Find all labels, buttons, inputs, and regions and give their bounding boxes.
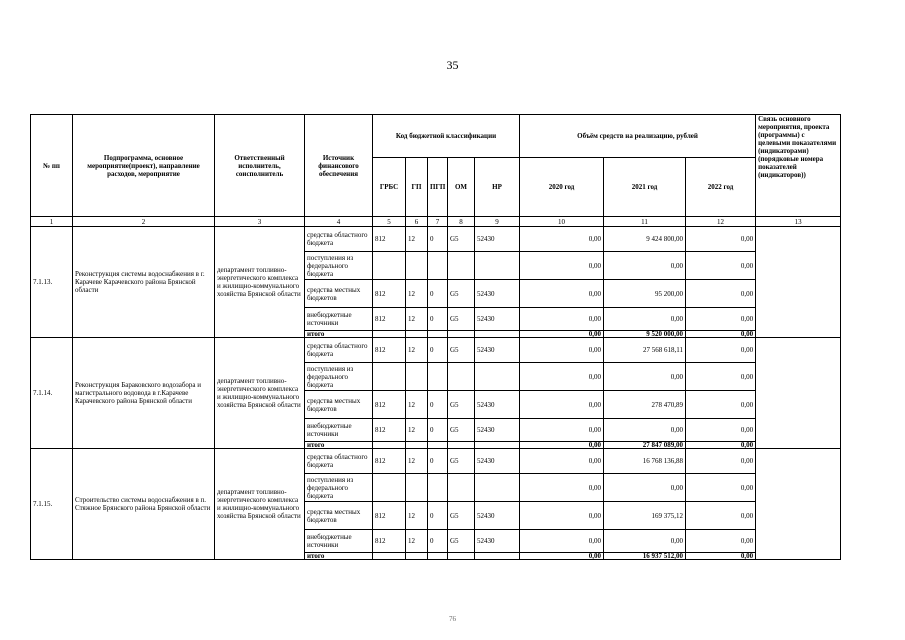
grbs-cell — [373, 331, 406, 338]
pgp-cell — [428, 331, 448, 338]
source-cell: внебюджетные источники — [305, 530, 373, 553]
pgp-cell: 0 — [428, 530, 448, 553]
gp-cell: 12 — [406, 308, 428, 331]
header-2020: 2020 год — [520, 158, 604, 217]
amount-2022-cell: 0,00 — [686, 449, 756, 474]
amount-2021-cell: 9 424 800,00 — [604, 227, 686, 252]
om-cell: G5 — [448, 227, 475, 252]
amount-2020-cell: 0,00 — [520, 449, 604, 474]
gp-cell — [406, 363, 428, 391]
amount-2020-cell: 0,00 — [520, 363, 604, 391]
source-cell: внебюджетные источники — [305, 419, 373, 442]
amount-2020-cell: 0,00 — [520, 308, 604, 331]
grbs-cell: 812 — [373, 280, 406, 308]
column-number: 2 — [73, 217, 215, 227]
link-cell — [756, 338, 841, 449]
gp-cell — [406, 331, 428, 338]
nr-cell: 52430 — [475, 308, 520, 331]
gp-cell: 12 — [406, 280, 428, 308]
grbs-cell: 812 — [373, 502, 406, 530]
footer-mark: 76 — [449, 615, 456, 623]
amount-2021-cell: 0,00 — [604, 419, 686, 442]
source-cell: итого — [305, 553, 373, 560]
pgp-cell: 0 — [428, 419, 448, 442]
gp-cell — [406, 442, 428, 449]
grbs-cell — [373, 442, 406, 449]
pgp-cell: 0 — [428, 308, 448, 331]
column-number: 6 — [406, 217, 428, 227]
source-cell: средства областного бюджета — [305, 227, 373, 252]
page-number: 35 — [446, 58, 459, 72]
grbs-cell: 812 — [373, 227, 406, 252]
pgp-cell — [428, 252, 448, 280]
nr-cell — [475, 442, 520, 449]
column-number: 5 — [373, 217, 406, 227]
header-nr: НР — [475, 158, 520, 217]
om-cell — [448, 442, 475, 449]
source-cell: средства местных бюджетов — [305, 502, 373, 530]
amount-2021-cell: 0,00 — [604, 474, 686, 502]
subprogram-name-cell: Строительство системы водоснабжения в п. Стяжное Брянского района Брянской области — [73, 449, 215, 560]
pgp-cell: 0 — [428, 502, 448, 530]
amount-2020-cell: 0,00 — [520, 338, 604, 363]
source-cell: поступления из федерального бюджета — [305, 363, 373, 391]
column-number: 7 — [428, 217, 448, 227]
header-grbs: ГРБС — [373, 158, 406, 217]
om-cell: G5 — [448, 308, 475, 331]
amount-2021-cell: 27 847 089,00 — [604, 442, 686, 449]
pgp-cell: 0 — [428, 391, 448, 419]
column-number: 3 — [215, 217, 305, 227]
grbs-cell: 812 — [373, 449, 406, 474]
header-2021: 2021 год — [604, 158, 686, 217]
grbs-cell: 812 — [373, 419, 406, 442]
om-cell — [448, 252, 475, 280]
om-cell: G5 — [448, 280, 475, 308]
pgp-cell: 0 — [428, 449, 448, 474]
row-number-cell: 7.1.15. — [31, 449, 73, 560]
nr-cell — [475, 553, 520, 560]
amount-2022-cell: 0,00 — [686, 442, 756, 449]
amount-2021-cell: 95 200,00 — [604, 280, 686, 308]
amount-2021-cell: 0,00 — [604, 308, 686, 331]
nr-cell: 52430 — [475, 338, 520, 363]
header-om: ОМ — [448, 158, 475, 217]
grbs-cell: 812 — [373, 308, 406, 331]
grbs-cell — [373, 474, 406, 502]
row-number-cell: 7.1.13. — [31, 227, 73, 338]
amount-2020-cell: 0,00 — [520, 252, 604, 280]
amount-2022-cell: 0,00 — [686, 252, 756, 280]
gp-cell: 12 — [406, 391, 428, 419]
amount-2022-cell: 0,00 — [686, 553, 756, 560]
amount-2021-cell: 16 937 512,00 — [604, 553, 686, 560]
executor-cell: департамент топливно-энергетического комплекса и жилищно-коммунального хозяйства Брянской области — [215, 227, 305, 338]
table-row — [31, 338, 841, 363]
om-cell — [448, 474, 475, 502]
om-cell: G5 — [448, 419, 475, 442]
gp-cell: 12 — [406, 338, 428, 363]
om-cell: G5 — [448, 449, 475, 474]
row-number-cell: 7.1.14. — [31, 338, 73, 449]
om-cell — [448, 331, 475, 338]
header-subprogram: Подпрограмма, основное мероприятие(проект), направление расходов, мероприятие — [73, 115, 215, 217]
amount-2021-cell: 0,00 — [604, 530, 686, 553]
amount-2022-cell: 0,00 — [686, 530, 756, 553]
column-number: 1 — [31, 217, 73, 227]
amount-2021-cell: 278 470,89 — [604, 391, 686, 419]
amount-2020-cell: 0,00 — [520, 530, 604, 553]
amount-2020-cell: 0,00 — [520, 553, 604, 560]
column-number: 10 — [520, 217, 604, 227]
pgp-cell: 0 — [428, 227, 448, 252]
amount-2022-cell: 0,00 — [686, 227, 756, 252]
nr-cell: 52430 — [475, 227, 520, 252]
nr-cell — [475, 474, 520, 502]
amount-2022-cell: 0,00 — [686, 338, 756, 363]
amount-2021-cell: 0,00 — [604, 252, 686, 280]
grbs-cell — [373, 363, 406, 391]
om-cell — [448, 553, 475, 560]
source-cell: поступления из федерального бюджета — [305, 474, 373, 502]
gp-cell: 12 — [406, 530, 428, 553]
amount-2020-cell: 0,00 — [520, 474, 604, 502]
gp-cell: 12 — [406, 502, 428, 530]
grbs-cell — [373, 252, 406, 280]
nr-cell: 52430 — [475, 530, 520, 553]
grbs-cell: 812 — [373, 391, 406, 419]
source-cell: поступления из федерального бюджета — [305, 252, 373, 280]
nr-cell: 52430 — [475, 391, 520, 419]
nr-cell: 52430 — [475, 449, 520, 474]
amount-2020-cell: 0,00 — [520, 391, 604, 419]
column-number: 4 — [305, 217, 373, 227]
header-row-1 — [31, 115, 841, 158]
amount-2022-cell: 0,00 — [686, 363, 756, 391]
amount-2020-cell: 0,00 — [520, 331, 604, 338]
table-row — [31, 449, 841, 474]
nr-cell — [475, 363, 520, 391]
pgp-cell — [428, 363, 448, 391]
header-volume: Объём средств на реализацию, рублей — [520, 115, 756, 158]
amount-2022-cell: 0,00 — [686, 331, 756, 338]
grbs-cell: 812 — [373, 530, 406, 553]
header-pgp: ПГП — [428, 158, 448, 217]
column-number-row — [31, 217, 841, 227]
source-cell: средства областного бюджета — [305, 449, 373, 474]
amount-2022-cell: 0,00 — [686, 308, 756, 331]
executor-cell: департамент топливно-энергетического комплекса и жилищно-коммунального хозяйства Брянской области — [215, 338, 305, 449]
gp-cell — [406, 252, 428, 280]
subprogram-name-cell: Реконструкция Бараковского водозабора и магистрального водовода в г.Карачеве Карачевского района Брянской области — [73, 338, 215, 449]
subprogram-name-cell: Реконструкция системы водоснабжения в г. Карачеве Карачевского района Брянской области — [73, 227, 215, 338]
om-cell: G5 — [448, 338, 475, 363]
nr-cell — [475, 252, 520, 280]
amount-2022-cell: 0,00 — [686, 419, 756, 442]
source-cell: средства областного бюджета — [305, 338, 373, 363]
gp-cell: 12 — [406, 449, 428, 474]
om-cell: G5 — [448, 530, 475, 553]
source-cell: итого — [305, 442, 373, 449]
amount-2020-cell: 0,00 — [520, 502, 604, 530]
om-cell — [448, 363, 475, 391]
amount-2021-cell: 0,00 — [604, 363, 686, 391]
header-num: № пп — [31, 115, 73, 217]
header-budget-code: Код бюджетной классификации — [373, 115, 520, 158]
om-cell: G5 — [448, 391, 475, 419]
table-row — [31, 227, 841, 252]
column-number: 13 — [756, 217, 841, 227]
source-cell: средства местных бюджетов — [305, 391, 373, 419]
amount-2021-cell: 16 768 136,88 — [604, 449, 686, 474]
header-link: Связь основного мероприятия, проекта (программы) с целевыми показателями (индикаторами) (порядковые номера показателей (индикаторов)) — [756, 115, 841, 217]
pgp-cell: 0 — [428, 280, 448, 308]
column-number: 8 — [448, 217, 475, 227]
nr-cell: 52430 — [475, 502, 520, 530]
amount-2020-cell: 0,00 — [520, 227, 604, 252]
nr-cell: 52430 — [475, 419, 520, 442]
grbs-cell: 812 — [373, 338, 406, 363]
amount-2022-cell: 0,00 — [686, 474, 756, 502]
gp-cell — [406, 474, 428, 502]
gp-cell — [406, 553, 428, 560]
amount-2022-cell: 0,00 — [686, 502, 756, 530]
amount-2022-cell: 0,00 — [686, 280, 756, 308]
budget-table — [30, 114, 841, 560]
source-cell: итого — [305, 331, 373, 338]
om-cell: G5 — [448, 502, 475, 530]
pgp-cell — [428, 553, 448, 560]
amount-2022-cell: 0,00 — [686, 391, 756, 419]
amount-2021-cell: 27 568 618,11 — [604, 338, 686, 363]
header-executor: Ответственный исполнитель, соисполнитель — [215, 115, 305, 217]
column-number: 11 — [604, 217, 686, 227]
gp-cell: 12 — [406, 419, 428, 442]
amount-2021-cell: 9 520 000,00 — [604, 331, 686, 338]
nr-cell — [475, 331, 520, 338]
header-source: Источник финансового обеспечения — [305, 115, 373, 217]
gp-cell: 12 — [406, 227, 428, 252]
table-body — [31, 217, 841, 560]
link-cell — [756, 227, 841, 338]
column-number: 9 — [475, 217, 520, 227]
amount-2020-cell: 0,00 — [520, 280, 604, 308]
amount-2021-cell: 169 375,12 — [604, 502, 686, 530]
grbs-cell — [373, 553, 406, 560]
source-cell: внебюджетные источники — [305, 308, 373, 331]
executor-cell: департамент топливно-энергетического комплекса и жилищно-коммунального хозяйства Брянской области — [215, 449, 305, 560]
amount-2020-cell: 0,00 — [520, 442, 604, 449]
pgp-cell — [428, 474, 448, 502]
header-gp: ГП — [406, 158, 428, 217]
column-number: 12 — [686, 217, 756, 227]
link-cell — [756, 449, 841, 560]
source-cell: средства местных бюджетов — [305, 280, 373, 308]
pgp-cell: 0 — [428, 338, 448, 363]
amount-2020-cell: 0,00 — [520, 419, 604, 442]
nr-cell: 52430 — [475, 280, 520, 308]
pgp-cell — [428, 442, 448, 449]
header-2022: 2022 год — [686, 158, 756, 217]
